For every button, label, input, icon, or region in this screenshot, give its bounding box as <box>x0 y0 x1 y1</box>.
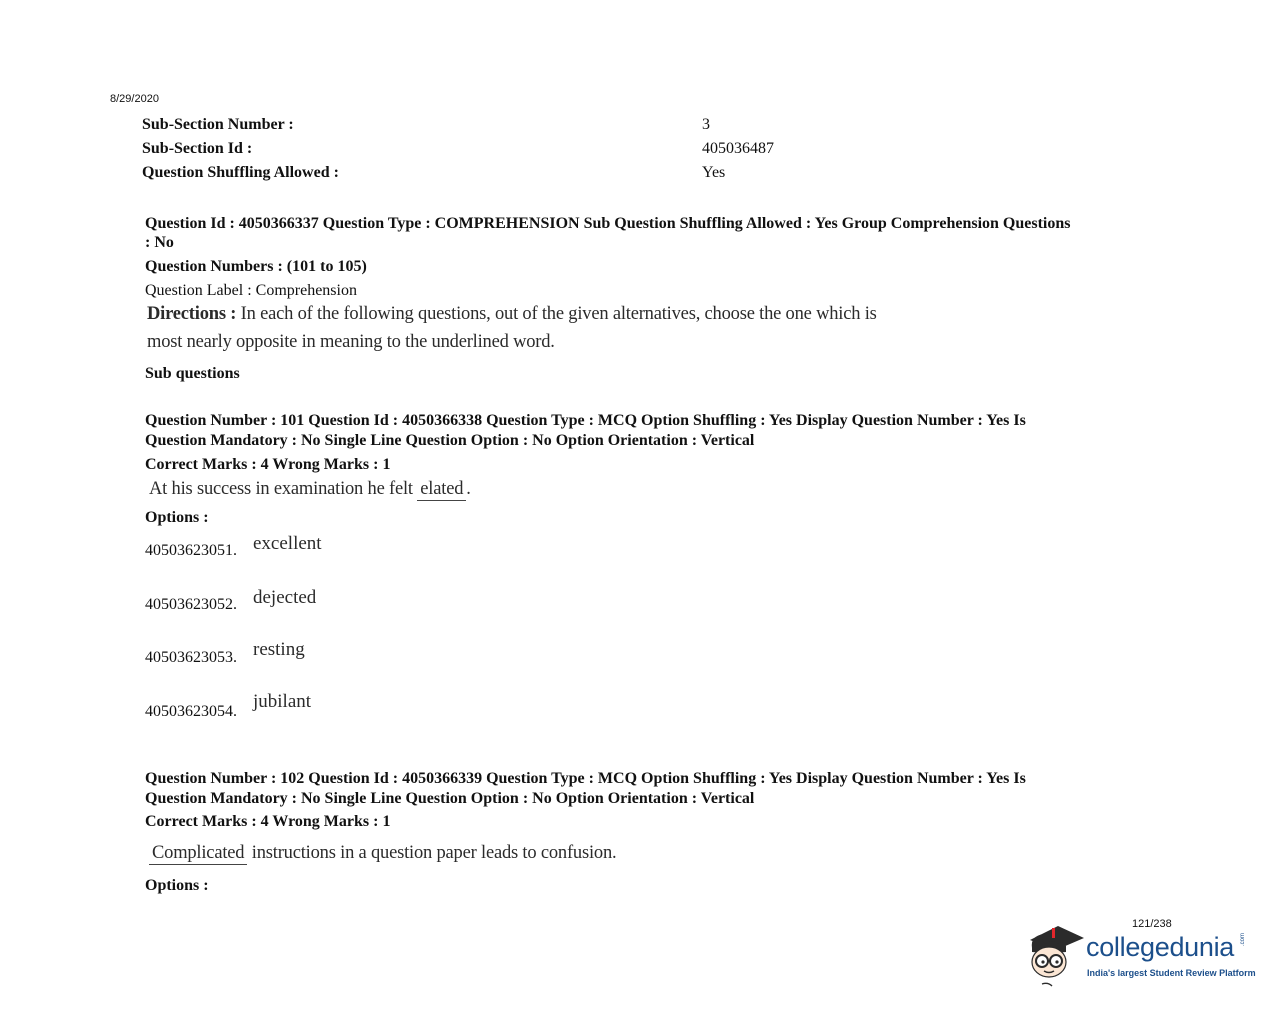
q102-meta-line2: Question Mandatory : No Single Line Question Option : No Option Orientation : Vertical <box>145 790 755 807</box>
question-numbers: Question Numbers : (101 to 105) <box>145 258 367 275</box>
question-label: Question Label : Comprehension <box>145 282 357 299</box>
q101-meta-line1: Question Number : 101 Question Id : 4050366338 Question Type : MCQ Option Shuffling : Yes Display Question Number : Yes Is <box>145 412 1026 429</box>
q102-question-text <box>149 843 616 864</box>
q101-option-3-text: resting <box>253 639 305 660</box>
subsection-number-value: 3 <box>702 116 710 133</box>
question-shuffling-label: Question Shuffling Allowed : <box>142 164 339 181</box>
q101-sentence-before: At his success in examination he felt <box>149 479 418 499</box>
directions-line2: most nearly opposite in meaning to the underlined word. <box>147 332 555 352</box>
q101-option-4-id: 40503623054. <box>145 703 237 720</box>
print-date: 8/29/2020 <box>110 93 159 105</box>
q101-underlined-word: elated <box>417 479 466 501</box>
q101-option-1-text: excellent <box>253 533 322 554</box>
q101-meta-line2: Question Mandatory : No Single Line Question Option : No Option Orientation : Vertical <box>145 432 755 449</box>
page-number: 121/238 <box>1132 918 1172 930</box>
student-mascot-icon <box>1022 918 1092 988</box>
q101-option-3-id: 40503623053. <box>145 649 237 666</box>
group-meta-line2: : No <box>145 234 174 251</box>
q101-option-1-id: 40503623051. <box>145 542 237 559</box>
logo-wordmark: collegedunia <box>1086 932 1235 962</box>
sub-questions-heading: Sub questions <box>145 365 240 382</box>
q101-marks: Correct Marks : 4 Wrong Marks : 1 <box>145 456 391 473</box>
q102-sentence-after: instructions in a question paper leads to confusion. <box>247 843 617 863</box>
q101-option-2-id: 40503623052. <box>145 596 237 613</box>
subsection-id-label: Sub-Section Id : <box>142 140 253 157</box>
q102-underlined-word: Complicated <box>149 843 247 865</box>
q101-option-4-text: jubilant <box>253 691 312 712</box>
q101-options-label: Options : <box>145 509 209 526</box>
logo-dotcom: .com <box>1240 932 1246 946</box>
group-meta-line1: Question Id : 4050366337 Question Type : COMPREHENSION Sub Question Shuffling Allowed : Yes Group Comprehension Questions <box>145 215 1071 232</box>
directions-text: In each of the following questions, out of the given alternatives, choose the one which is <box>236 304 877 324</box>
q102-marks: Correct Marks : 4 Wrong Marks : 1 <box>145 813 391 830</box>
logo-tagline: India's largest Student Review Platform <box>1087 968 1256 978</box>
q101-option-2-text: dejected <box>253 587 317 608</box>
subsection-id-value: 405036487 <box>702 140 774 157</box>
q102-options-label: Options : <box>145 877 209 894</box>
directions-bold: Directions : <box>147 304 237 324</box>
q102-meta-line1: Question Number : 102 Question Id : 4050366339 Question Type : MCQ Option Shuffling : Yes Display Question Number : Yes Is <box>145 770 1026 787</box>
directions-line1 <box>147 304 877 325</box>
q101-question-text <box>149 479 471 500</box>
question-shuffling-value: Yes <box>702 164 726 181</box>
subsection-number-label: Sub-Section Number : <box>142 116 294 133</box>
q101-sentence-after: . <box>466 479 471 499</box>
